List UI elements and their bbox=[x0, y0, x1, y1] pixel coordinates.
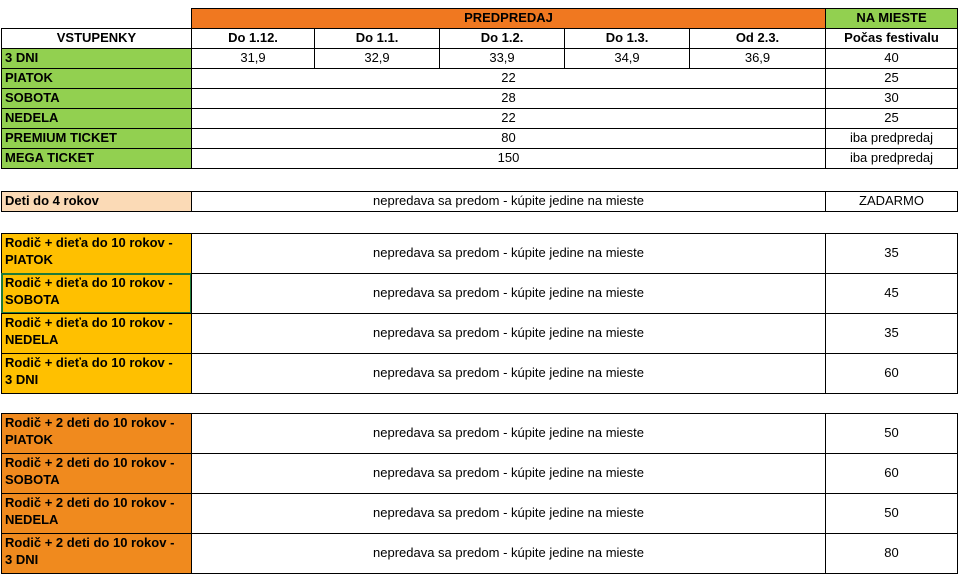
package-presale[interactable] bbox=[191, 413, 826, 454]
ticket-name-text: MEGA TICKET bbox=[5, 150, 95, 166]
package-label-text-2: SOBOTA bbox=[5, 471, 60, 487]
package-presale-text: nepredava sa predom - kúpite jedine na mieste bbox=[373, 425, 644, 441]
package-onsite[interactable] bbox=[825, 313, 958, 354]
package-label[interactable] bbox=[1, 413, 192, 454]
presale-header-text: PREDPREDAJ bbox=[464, 10, 553, 26]
period-header[interactable] bbox=[564, 28, 690, 49]
ticket-name-text: SOBOTA bbox=[5, 90, 60, 106]
package-label[interactable] bbox=[1, 233, 192, 274]
package-presale[interactable] bbox=[191, 533, 826, 574]
onsite-price-text: 25 bbox=[884, 70, 899, 86]
package-label[interactable] bbox=[1, 493, 192, 534]
package-onsite-text: 45 bbox=[884, 285, 899, 301]
package-label[interactable] bbox=[1, 313, 192, 354]
package-onsite-text: 80 bbox=[884, 545, 899, 561]
ticket-name[interactable] bbox=[1, 68, 192, 89]
package-onsite[interactable] bbox=[825, 233, 958, 274]
package-presale-text: nepredava sa predom - kúpite jedine na mieste bbox=[373, 325, 644, 341]
period-header[interactable] bbox=[314, 28, 440, 49]
presale-price-text: 22 bbox=[501, 70, 516, 86]
kids-label[interactable] bbox=[1, 191, 192, 212]
package-onsite-text: 60 bbox=[884, 465, 899, 481]
kids-onsite-text: ZADARMO bbox=[859, 193, 924, 209]
presale-price-text: 32,9 bbox=[364, 50, 390, 66]
ticket-name[interactable] bbox=[1, 128, 192, 149]
package-onsite-text: 60 bbox=[884, 365, 899, 381]
package-onsite-text: 35 bbox=[884, 325, 899, 341]
presale-price[interactable] bbox=[191, 148, 826, 169]
package-onsite-text: 50 bbox=[884, 425, 899, 441]
package-label-text: Rodič + 2 deti do 10 rokov - bbox=[5, 455, 175, 470]
period-header[interactable] bbox=[191, 28, 315, 49]
period-header[interactable] bbox=[439, 28, 565, 49]
package-label-text-2: 3 DNI bbox=[5, 371, 39, 387]
presale-price[interactable] bbox=[564, 48, 690, 69]
ticket-name-text: NEDELA bbox=[5, 110, 59, 126]
package-label-text-2: NEDELA bbox=[5, 331, 59, 347]
kids-presale-text: nepredava sa predom - kúpite jedine na mieste bbox=[373, 193, 644, 209]
presale-price-text: 22 bbox=[501, 110, 516, 126]
presale-price[interactable] bbox=[191, 128, 826, 149]
package-presale-text: nepredava sa predom - kúpite jedine na mieste bbox=[373, 285, 644, 301]
presale-price[interactable] bbox=[191, 88, 826, 109]
package-onsite[interactable] bbox=[825, 493, 958, 534]
presale-price-text: 150 bbox=[497, 150, 520, 166]
package-presale[interactable] bbox=[191, 453, 826, 494]
ticket-column-header[interactable] bbox=[1, 28, 192, 49]
ticket-name-text: PIATOK bbox=[5, 70, 53, 86]
onsite-price[interactable] bbox=[825, 68, 958, 89]
onsite-price[interactable] bbox=[825, 108, 958, 129]
ticket-name[interactable] bbox=[1, 148, 192, 169]
package-label-text-2: PIATOK bbox=[5, 251, 53, 267]
presale-price-text: 33,9 bbox=[489, 50, 515, 66]
package-presale-text: nepredava sa predom - kúpite jedine na mieste bbox=[373, 465, 644, 481]
onsite-price[interactable] bbox=[825, 48, 958, 69]
ticket-name[interactable] bbox=[1, 48, 192, 69]
presale-price-text: 28 bbox=[501, 90, 516, 106]
onsite-sub-header-text: Počas festivalu bbox=[844, 30, 939, 46]
onsite-price[interactable] bbox=[825, 148, 958, 169]
onsite-price-text: 25 bbox=[884, 110, 899, 126]
presale-price[interactable] bbox=[689, 48, 826, 69]
package-label-text-2: 3 DNI bbox=[5, 551, 39, 567]
package-label-text: Rodič + dieťa do 10 rokov - bbox=[5, 235, 173, 250]
period-header-text: Do 1.3. bbox=[605, 30, 649, 46]
onsite-sub-header[interactable] bbox=[825, 28, 958, 49]
package-onsite-text: 35 bbox=[884, 245, 899, 261]
package-label[interactable] bbox=[1, 353, 192, 394]
onsite-price[interactable] bbox=[825, 88, 958, 109]
package-onsite[interactable] bbox=[825, 533, 958, 574]
package-label-text: Rodič + dieťa do 10 rokov - bbox=[5, 355, 173, 370]
package-onsite-text: 50 bbox=[884, 505, 899, 521]
period-header-text: Do 1.12. bbox=[228, 30, 278, 46]
package-label-text-2: SOBOTA bbox=[5, 291, 60, 307]
package-presale-text: nepredava sa predom - kúpite jedine na mieste bbox=[373, 245, 644, 261]
onsite-price-text: iba predpredaj bbox=[849, 150, 934, 166]
ticket-name-text: 3 DNI bbox=[5, 50, 39, 66]
package-presale[interactable] bbox=[191, 233, 826, 274]
kids-onsite[interactable] bbox=[825, 191, 958, 212]
ticket-name-text: PREMIUM TICKET bbox=[5, 130, 117, 146]
onsite-header[interactable] bbox=[825, 8, 958, 29]
presale-price-text: 36,9 bbox=[744, 50, 771, 66]
package-presale-text: nepredava sa predom - kúpite jedine na mieste bbox=[373, 505, 644, 521]
onsite-price-text: iba predpredaj bbox=[849, 130, 934, 146]
package-label-text: Rodič + 2 deti do 10 rokov - bbox=[5, 495, 175, 510]
presale-price-text: 31,9 bbox=[240, 50, 266, 66]
presale-price-text: 34,9 bbox=[614, 50, 640, 66]
presale-price-text: 80 bbox=[501, 130, 516, 146]
period-header[interactable] bbox=[689, 28, 826, 49]
kids-label-text: Deti do 4 rokov bbox=[5, 193, 99, 209]
presale-price[interactable] bbox=[314, 48, 440, 69]
package-presale[interactable] bbox=[191, 313, 826, 354]
onsite-header-text: NA MIESTE bbox=[856, 10, 927, 26]
package-presale-text: nepredava sa predom - kúpite jedine na mieste bbox=[373, 545, 644, 561]
kids-presale[interactable] bbox=[191, 191, 826, 212]
package-onsite[interactable] bbox=[825, 413, 958, 454]
package-label-text-2: PIATOK bbox=[5, 431, 53, 447]
package-label-text: Rodič + 2 deti do 10 rokov - bbox=[5, 535, 175, 550]
period-header-text: Do 1.1. bbox=[355, 30, 399, 46]
presale-price[interactable] bbox=[191, 48, 315, 69]
onsite-price-text: 40 bbox=[884, 50, 899, 66]
package-onsite[interactable] bbox=[825, 453, 958, 494]
presale-price[interactable] bbox=[191, 68, 826, 89]
package-label[interactable] bbox=[1, 533, 192, 574]
presale-price[interactable] bbox=[439, 48, 565, 69]
package-presale-text: nepredava sa predom - kúpite jedine na mieste bbox=[373, 365, 644, 381]
package-label[interactable] bbox=[1, 273, 192, 314]
package-label[interactable] bbox=[1, 453, 192, 494]
package-label-text: Rodič + dieťa do 10 rokov - bbox=[5, 275, 173, 290]
package-label-text: Rodič + dieťa do 10 rokov - bbox=[5, 315, 173, 330]
ticket-name[interactable] bbox=[1, 108, 192, 129]
package-label-text: Rodič + 2 deti do 10 rokov - bbox=[5, 415, 175, 430]
package-presale[interactable] bbox=[191, 273, 826, 314]
onsite-price-text: 30 bbox=[884, 90, 899, 106]
ticket-column-header-text: VSTUPENKY bbox=[56, 30, 137, 46]
ticket-name[interactable] bbox=[1, 88, 192, 109]
package-onsite[interactable] bbox=[825, 353, 958, 394]
period-header-text: Do 1.2. bbox=[480, 30, 524, 46]
presale-header[interactable] bbox=[191, 8, 826, 29]
onsite-price[interactable] bbox=[825, 128, 958, 149]
period-header-text: Od 2.3. bbox=[735, 30, 780, 46]
package-label-text-2: NEDELA bbox=[5, 511, 59, 527]
package-presale[interactable] bbox=[191, 493, 826, 534]
package-onsite[interactable] bbox=[825, 273, 958, 314]
package-presale[interactable] bbox=[191, 353, 826, 394]
presale-price[interactable] bbox=[191, 108, 826, 129]
